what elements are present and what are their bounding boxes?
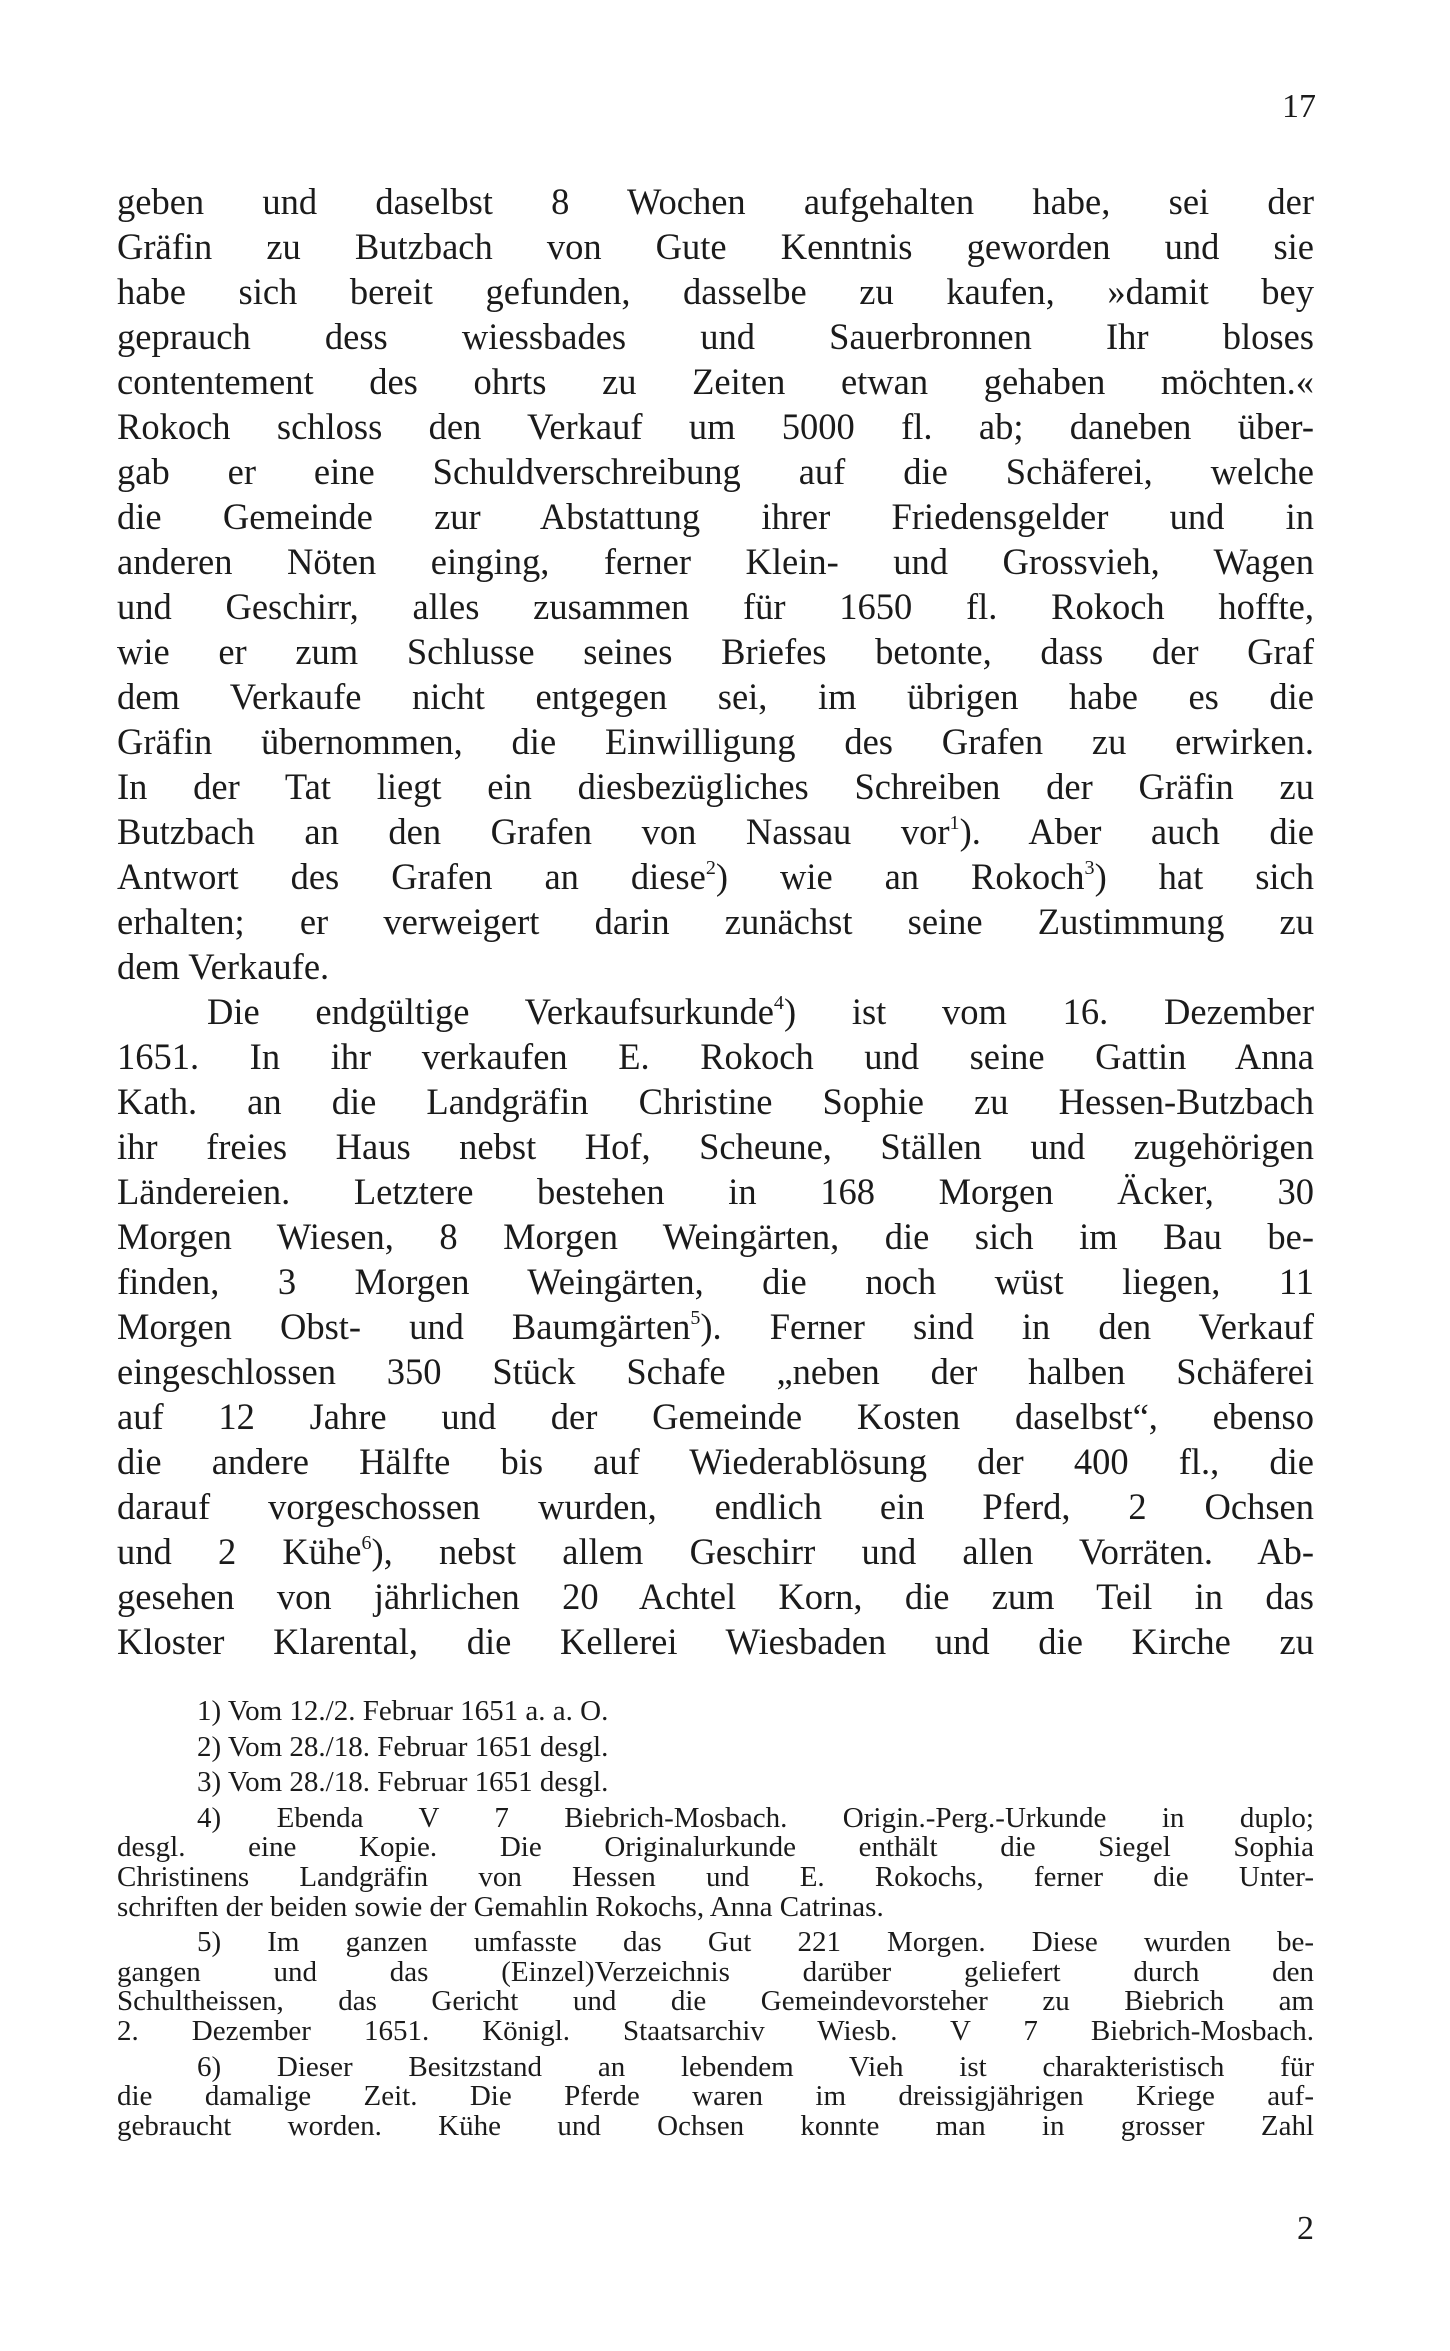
footnote-4 [117, 1801, 1314, 1923]
text-line: contentement des ohrts zu Zeiten etwan gehaben möchten.« [117, 361, 1314, 402]
text-line: Gräfin zu Butzbach von Gute Kenntnis geworden und sie [117, 226, 1314, 267]
footnote-marker: 6 [361, 1531, 372, 1554]
text-line: geben und daselbst 8 Wochen aufgehalten habe, sei der [117, 181, 1314, 222]
text-line: dem Verkaufe nicht entgegen sei, im übrigen habe es die [117, 676, 1314, 717]
text-fragment: ), nebst allem Geschirr und allen Vorräten. Ab- [371, 1531, 1315, 1572]
footnote-line: gebraucht worden. Kühe und Ochsen konnte man in grosser Zahl [117, 2109, 1314, 2142]
text-line: finden, 3 Morgen Weingärten, die noch wüst liegen, 11 [117, 1261, 1314, 1302]
text-line: die Gemeinde zur Abstattung ihrer Friedensgelder und in [117, 496, 1314, 537]
text-fragment: ) ist vom 16. Dezember [783, 991, 1314, 1032]
text-line [117, 1529, 1314, 1574]
text-line: die andere Hälfte bis auf Wiederablösung der 400 fl., die [117, 1441, 1314, 1482]
text-line: und Geschirr, alles zusammen für 1650 fl. Rokoch hoffte, [117, 586, 1314, 627]
text-fragment: ) wie an Rokoch [715, 856, 1085, 897]
text-line: auf 12 Jahre und der Gemeinde Kosten daselbst“, ebenso [117, 1396, 1314, 1437]
footnote-5 [117, 1928, 1314, 2046]
footnote-line: Schultheissen, das Gericht und die Gemeindevorsteher zu Biebrich am [117, 1985, 1314, 2018]
text-line: Rokoch schloss den Verkauf um 5000 fl. ab; daneben über- [117, 406, 1314, 447]
text-fragment: ) hat sich [1094, 856, 1314, 897]
footnote-marker: 5 [690, 1306, 701, 1329]
footnote-line: schriften der beiden sowie der Gemahlin Rokochs, Anna Catrinas. [117, 1890, 884, 1923]
text-line: darauf vorgeschossen wurden, endlich ein Pferd, 2 Ochsen [117, 1486, 1314, 1527]
text-fragment: Morgen Obst- und Baumgärten [117, 1306, 691, 1347]
text-fragment: Antwort des Grafen an diese [117, 856, 706, 897]
text-line: geprauch dess wiessbades und Sauerbronnen Ihr bloses [117, 316, 1314, 357]
text-line: 1651. In ihr verkaufen E. Rokoch und seine Gattin Anna [117, 1036, 1314, 1077]
text-line: Kloster Klarental, die Kellerei Wiesbaden und die Kirche zu [117, 1621, 1314, 1662]
footnotes [117, 1697, 1314, 2141]
footnote-line: 4) Ebenda V 7 Biebrich-Mosbach. Origin.-Perg.-Urkunde in duplo; [197, 1801, 1314, 1834]
footnote-line: die damalige Zeit. Die Pferde waren im dreissigjährigen Kriege auf- [117, 2080, 1314, 2113]
text-fragment: ). Aber auch die [959, 811, 1314, 852]
text-line: In der Tat liegt ein diesbezügliches Schreiben der Gräfin zu [117, 766, 1314, 807]
footnote-line: 2. Dezember 1651. Königl. Staatsarchiv Wiesb. V 7 Biebrich-Mosbach. [117, 2014, 1314, 2047]
text-line: dem Verkaufe. [117, 946, 330, 987]
text-line: anderen Nöten einging, ferner Klein- und Grossvieh, Wagen [117, 541, 1314, 582]
sheet-signature-mark: 2 [1297, 2210, 1314, 2247]
text-line: wie er zum Schlusse seines Briefes betonte, dass der Graf [117, 631, 1314, 672]
footnote-line: Christinens Landgräfin von Hessen und E. Rokochs, ferner die Unter- [117, 1860, 1314, 1893]
text-line [117, 1304, 1314, 1349]
page-number: 17 [1282, 88, 1316, 125]
text-line [117, 989, 1314, 1034]
body-text [117, 179, 1314, 1664]
footnote-marker: 4 [773, 991, 784, 1014]
text-line: erhalten; er verweigert darin zunächst seine Zustimmung zu [117, 901, 1314, 942]
text-line: Morgen Wiesen, 8 Morgen Weingärten, die sich im Bau be- [117, 1216, 1314, 1257]
footnote-line: 6) Dieser Besitzstand an lebendem Vieh ist charakteristisch für [197, 2050, 1314, 2083]
text-line [117, 854, 1314, 899]
text-line: Kath. an die Landgräfin Christine Sophie zu Hessen-Butzbach [117, 1081, 1314, 1122]
text-line: ihr freies Haus nebst Hof, Scheune, Ställen und zugehörigen [117, 1126, 1314, 1167]
text-line: gesehen von jährlichen 20 Achtel Korn, die zum Teil in das [117, 1576, 1314, 1617]
footnote-1: 1) Vom 12./2. Februar 1651 a. a. O. [197, 1695, 609, 1727]
footnote-3: 3) Vom 28./18. Februar 1651 desgl. [197, 1766, 609, 1799]
text-line [117, 809, 1314, 854]
text-fragment: Butzbach an den Grafen von Nassau vor [117, 811, 950, 852]
text-line: gab er eine Schuldverschreibung auf die Schäferei, welche [117, 451, 1314, 492]
text-line: Gräfin übernommen, die Einwilligung des Grafen zu erwirken. [117, 721, 1314, 762]
footnote-marker: 3 [1084, 856, 1095, 879]
text-line: Ländereien. Letztere bestehen in 168 Morgen Äcker, 30 [117, 1171, 1314, 1212]
footnote-2: 2) Vom 28./18. Februar 1651 desgl. [197, 1730, 609, 1763]
text-fragment: und 2 Kühe [117, 1531, 362, 1572]
text-fragment: Die endgültige Verkaufsurkunde [207, 991, 774, 1032]
text-line: eingeschlossen 350 Stück Schafe „neben der halben Schäferei [117, 1351, 1314, 1392]
footnote-line: desgl. eine Kopie. Die Originalurkunde enthält die Siegel Sophia [117, 1831, 1314, 1864]
text-line: habe sich bereit gefunden, dasselbe zu kaufen, »damit bey [117, 271, 1314, 312]
footnote-line: 5) Im ganzen umfasste das Gut 221 Morgen. Diese wurden be- [197, 1926, 1314, 1959]
footnote-6 [117, 2050, 1314, 2142]
footnote-marker: 2 [705, 856, 716, 879]
footnote-line: gangen und das (Einzel)Verzeichnis darüber geliefert durch den [117, 1955, 1314, 1988]
footnote-marker: 1 [949, 811, 960, 834]
text-fragment: ). Ferner sind in den Verkauf [700, 1306, 1314, 1347]
